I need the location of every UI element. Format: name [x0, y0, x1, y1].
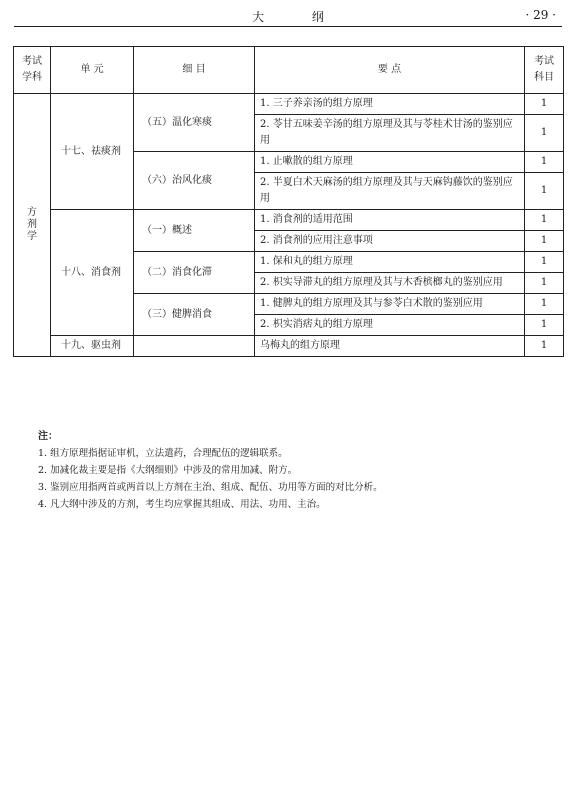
- level-cell: 1: [525, 152, 564, 173]
- notes-title: 注：: [38, 431, 58, 442]
- page-header: [14, 6, 562, 27]
- notes-section: [38, 428, 538, 513]
- table-body: [14, 94, 564, 357]
- point-cell: 1. 健脾丸的组方原理及其与参苓白术散的鉴别应用: [255, 294, 525, 315]
- table-header-row: [14, 47, 564, 94]
- table-row: [14, 210, 564, 231]
- point-cell: 2. 消食剂的应用注意事项: [255, 231, 525, 252]
- table-row: [14, 336, 564, 357]
- level-cell: 1: [525, 115, 564, 152]
- header-level: 考试科目: [525, 47, 564, 94]
- point-cell: 2. 枳实消痞丸的组方原理: [255, 315, 525, 336]
- point-cell: 2. 苓甘五味姜辛汤的组方原理及其与苓桂术甘汤的鉴别应用: [255, 115, 525, 152]
- point-cell: 1. 三子养亲汤的组方原理: [255, 94, 525, 115]
- unit-cell: 十八、消食剂: [51, 210, 134, 336]
- point-cell: 1. 消食剂的适用范围: [255, 210, 525, 231]
- note-item: 1. 组方原理指据证审机，立法遣药，合理配伍的逻辑联系。: [38, 448, 288, 459]
- detail-cell: （五）温化寒痰: [134, 94, 255, 152]
- point-cell: 2. 枳实导滞丸的组方原理及其与木香槟榔丸的鉴别应用: [255, 273, 525, 294]
- detail-cell: （二）消食化滞: [134, 252, 255, 294]
- syllabus-table: [13, 46, 564, 357]
- detail-cell: [134, 336, 255, 357]
- level-cell: 1: [525, 173, 564, 210]
- detail-cell: （一）概述: [134, 210, 255, 252]
- table-row: [14, 94, 564, 115]
- subject-cell: 方剂学: [14, 94, 51, 357]
- note-item: 2. 加减化裁主要是指《大纲细则》中涉及的常用加减、附方。: [38, 465, 298, 476]
- header-detail: 细 目: [134, 47, 255, 94]
- point-cell: 乌梅丸的组方原理: [255, 336, 525, 357]
- detail-cell: （六）治风化痰: [134, 152, 255, 210]
- header-unit: 单 元: [51, 47, 134, 94]
- point-cell: 1. 止嗽散的组方原理: [255, 152, 525, 173]
- unit-cell: 十九、驱虫剂: [51, 336, 134, 357]
- header-points: 要 点: [255, 47, 525, 94]
- level-cell: 1: [525, 294, 564, 315]
- header-title: 大 纲: [252, 10, 346, 24]
- point-cell: 2. 半夏白术天麻汤的组方原理及其与天麻钩藤饮的鉴别应用: [255, 173, 525, 210]
- unit-cell: 十七、祛痰剂: [51, 94, 134, 210]
- level-cell: 1: [525, 273, 564, 294]
- level-cell: 1: [525, 336, 564, 357]
- header-subject: 考试学科: [14, 47, 51, 94]
- level-cell: 1: [525, 210, 564, 231]
- detail-cell: （三）健脾消食: [134, 294, 255, 336]
- point-cell: 1. 保和丸的组方原理: [255, 252, 525, 273]
- note-item: 3. 鉴别应用指两首或两首以上方剂在主治、组成、配伍、功用等方面的对比分析。: [38, 482, 383, 493]
- page-number: · 29 ·: [525, 8, 556, 22]
- level-cell: 1: [525, 231, 564, 252]
- level-cell: 1: [525, 252, 564, 273]
- note-item: 4. 凡大纲中涉及的方剂，考生均应掌握其组成、用法、功用、主治。: [38, 499, 326, 510]
- level-cell: 1: [525, 94, 564, 115]
- level-cell: 1: [525, 315, 564, 336]
